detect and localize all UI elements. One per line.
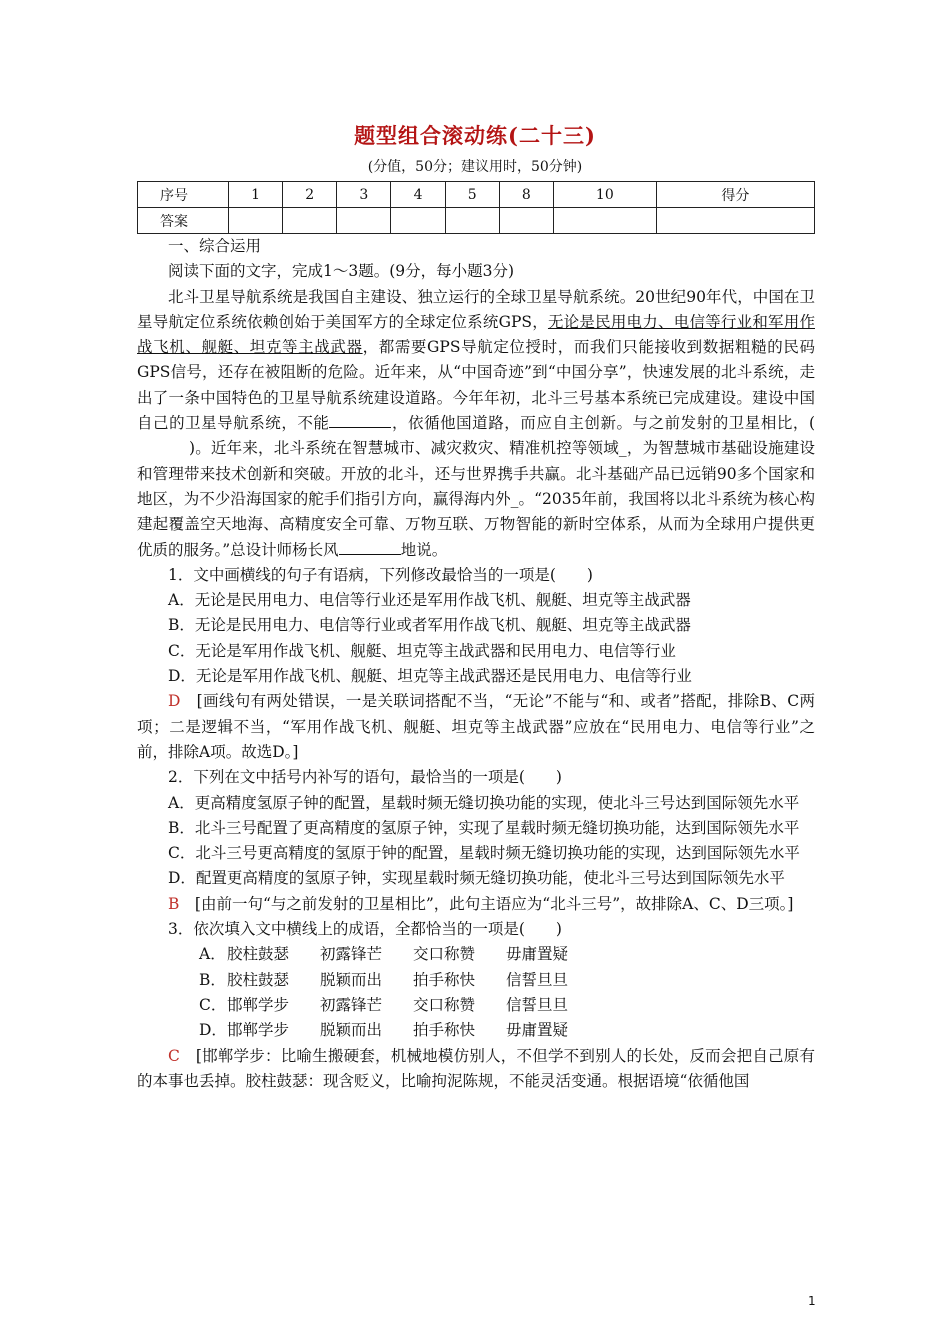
option-word: 初露锋芒 bbox=[320, 945, 383, 964]
section-instruction: 阅读下面的文字，完成1～3题。(9分，每小题3分) bbox=[168, 262, 515, 281]
option-word: 邯郸学步 bbox=[227, 995, 290, 1014]
page-number: 1 bbox=[808, 1294, 816, 1308]
option-word: 邯郸学步 bbox=[227, 1021, 290, 1040]
question-3-stem: 3．依次填入文中横线上的成语，全都恰当的一项是( ) bbox=[168, 920, 562, 939]
table-cell: 5 bbox=[445, 182, 499, 208]
question-3-option-c bbox=[137, 993, 815, 1018]
question-1-explanation bbox=[137, 689, 815, 765]
explanation-text: [由前一句“与之前发射的卫星相比”，此句主语应为“北斗三号”，故排除A、C、D三项。] bbox=[194, 894, 794, 913]
option-label: D． bbox=[199, 1021, 227, 1040]
passage-text: ，依循他国道路，而应自主创新。与之前发射的卫星相比，( bbox=[391, 414, 815, 433]
table-cell: 1 bbox=[229, 182, 283, 208]
question-3-explanation bbox=[137, 1044, 815, 1095]
passage-text: 北斗卫星导航系统是我国自主建设、独立运行的全球卫星导航系统。20世纪90年代，中国在卫星导航定位系统依赖创始于美国军方的全球定位系统GPS， bbox=[137, 287, 815, 331]
score-table bbox=[137, 181, 815, 234]
passage-text: )。近年来，北斗系统在智慧城市、减灾救灾、精准机控等领域_，为智慧城市基础设施建设和管理带来技术创新和突破。开放的北斗，还与世界携手共赢。北斗基础产品已远销90多个国家和地区，为不少沿海国家的舵手们指引方向，赢得海内外_。“2035年前，我国将以北斗系统为核心构建起覆盖空天地海、高精度安全可靠、万物互联、万物智能的新时空体系，从而为全球用户提供更优质的服务。”总设计师杨长风 bbox=[137, 439, 815, 559]
page-title: 题型组合滚动练(二十三) bbox=[354, 123, 596, 148]
question-3-option-d bbox=[137, 1018, 815, 1043]
answer-letter: B bbox=[168, 894, 180, 913]
option-word: 交口称赞 bbox=[413, 995, 476, 1014]
table-cell bbox=[391, 208, 445, 234]
fill-blank bbox=[329, 413, 391, 428]
option-word: 脱颖而出 bbox=[320, 1021, 383, 1040]
option-word: 交口称赞 bbox=[413, 945, 476, 964]
table-row bbox=[138, 182, 815, 208]
question-1-option-a: A．无论是民用电力、电信等行业还是军用作战飞机、舰艇、坦克等主战武器 bbox=[168, 591, 691, 610]
option-word: 毋庸置疑 bbox=[506, 945, 569, 964]
option-word: 拍手称快 bbox=[413, 1021, 476, 1040]
option-word: 脱颖而出 bbox=[320, 970, 383, 989]
option-label: B． bbox=[199, 970, 226, 989]
explanation-text: [画线句有两处错误，一是关联词搭配不当，“无论”不能与“和、或者”搭配，排除B、C两项；二是逻辑不当，“军用作战飞机、舰艇、坦克等主战武器”应放在“民用电力、电信等行业”之前，排除A项。故选D。] bbox=[137, 692, 815, 761]
option-word: 胶柱鼓瑟 bbox=[227, 945, 290, 964]
table-cell bbox=[656, 208, 814, 234]
reading-passage bbox=[137, 285, 815, 563]
question-1-option-d: D．无论是军用作战飞机、舰艇、坦克等主战武器还是民用电力、电信等行业 bbox=[168, 667, 692, 686]
question-1-option-c: C．无论是军用作战飞机、舰艇、坦克等主战武器和民用电力、电信等行业 bbox=[168, 641, 676, 660]
explanation-text: [邯郸学步：比喻生搬硬套，机械地模仿别人，不但学不到别人的长处，反而会把自己原有的本事也丢掉。胶柱鼓瑟：现含贬义，比喻拘泥陈规，不能灵活变通。根据语境“依循他国 bbox=[137, 1046, 815, 1090]
question-3-option-b bbox=[137, 968, 815, 993]
option-word: 毋庸置疑 bbox=[506, 1021, 569, 1040]
answer-letter: D bbox=[168, 692, 181, 711]
question-2-option-d: D．配置更高精度的氢原子钟，实现星载时频无缝切换功能，使北斗三号达到国际领先水平 bbox=[168, 869, 785, 888]
table-cell: 答案 bbox=[138, 208, 229, 234]
table-cell: 序号 bbox=[138, 182, 229, 208]
question-2-explanation bbox=[137, 892, 815, 917]
page-subtitle: (分值，50分；建议用时，50分钟) bbox=[367, 159, 583, 175]
question-2-stem: 2．下列在文中括号内补写的语句，最恰当的一项是( ) bbox=[168, 768, 562, 787]
question-2-option-c: C．北斗三号更高精度的氢原于钟的配置，星载时频无缝切换功能的实现，达到国际领先水平 bbox=[168, 844, 800, 863]
option-word: 胶柱鼓瑟 bbox=[227, 970, 290, 989]
table-cell bbox=[499, 208, 553, 234]
question-1-option-b: B．无论是民用电力、电信等行业或者军用作战飞机、舰艇、坦克等主战武器 bbox=[168, 616, 691, 635]
table-cell bbox=[445, 208, 499, 234]
question-1-stem: 1．文中画横线的句子有语病，下列修改最恰当的一项是( ) bbox=[168, 565, 593, 584]
option-word: 拍手称快 bbox=[413, 970, 476, 989]
table-cell bbox=[337, 208, 391, 234]
table-row bbox=[138, 208, 815, 234]
fill-blank bbox=[339, 540, 401, 555]
question-3-option-a bbox=[137, 942, 815, 967]
question-2-option-a: A．更高精度氢原子钟的配置，星载时频无缝切换功能的实现，使北斗三号达到国际领先水平 bbox=[168, 793, 800, 812]
table-cell bbox=[553, 208, 656, 234]
table-cell: 3 bbox=[337, 182, 391, 208]
passage-text: ，都需要GPS导航定位授时，而我们只能接收到数据粗糙的民码GPS信号，还存在被阻断的危险。近年来，从“中国奇迹”到“中国分享”，快速发展的北斗系统，走出了一条中国特色的卫星导航系统建设道路。今年年初，北斗三号基本系统已完成建设。建设中国自己的卫星导航系统，不能 bbox=[137, 338, 815, 433]
section-heading: 一、综合运用 bbox=[168, 237, 262, 255]
option-word: 初露锋芒 bbox=[320, 995, 383, 1014]
table-cell: 2 bbox=[283, 182, 337, 208]
table-cell bbox=[283, 208, 337, 234]
main-content bbox=[137, 234, 815, 1094]
option-label: C． bbox=[199, 995, 227, 1014]
option-label: A． bbox=[199, 945, 226, 964]
table-cell: 8 bbox=[499, 182, 553, 208]
option-word: 信誓旦旦 bbox=[506, 995, 569, 1014]
table-cell: 10 bbox=[553, 182, 656, 208]
question-2-option-b: B．北斗三号配置了更高精度的氢原子钟，实现了星载时频无缝切换功能，达到国际领先水平 bbox=[168, 818, 800, 837]
table-cell: 得分 bbox=[656, 182, 814, 208]
option-word: 信誓旦旦 bbox=[506, 970, 569, 989]
table-cell bbox=[229, 208, 283, 234]
answer-letter: C bbox=[168, 1046, 180, 1065]
underlined-sentence: 无论是民用电力、电信等行业和军用作战飞机、舰艇、坦克等主战武器 bbox=[137, 312, 815, 357]
table-cell: 4 bbox=[391, 182, 445, 208]
passage-text: 地说。 bbox=[400, 540, 448, 559]
